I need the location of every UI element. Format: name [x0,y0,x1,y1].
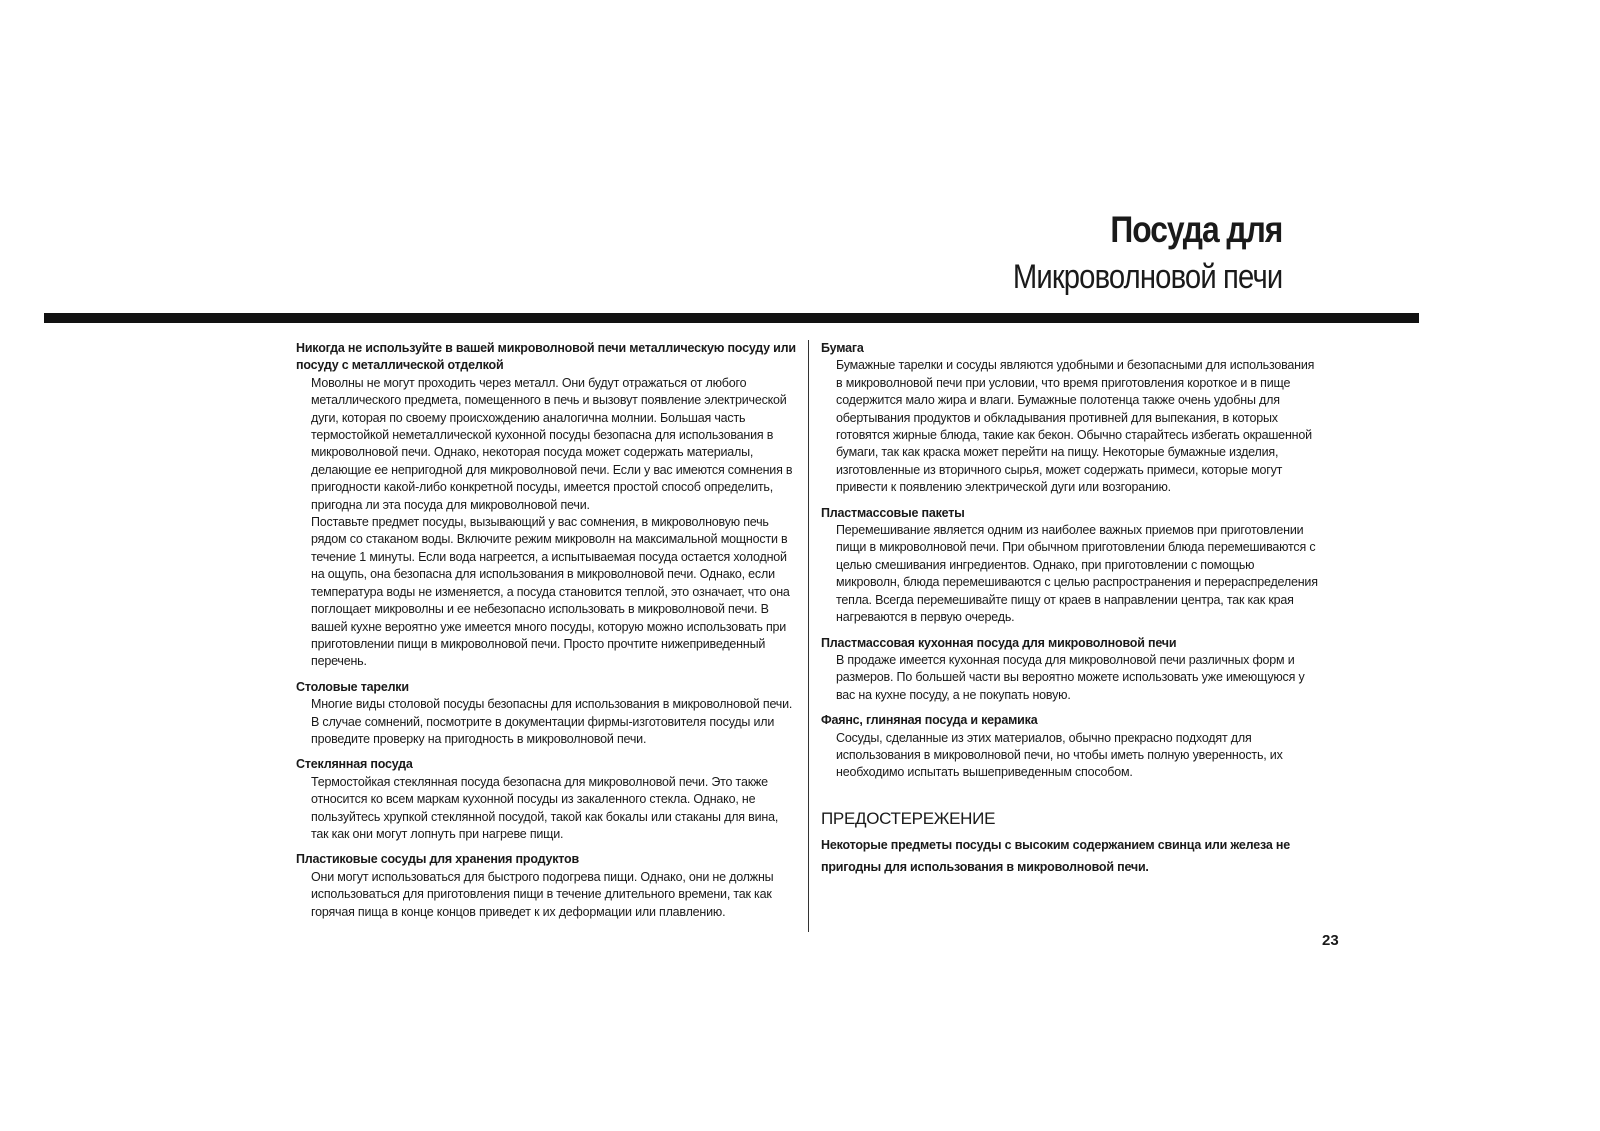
section-heading: Бумага [821,341,864,355]
right-column [821,340,1321,878]
section-metal [296,340,796,671]
section-paragraph: В продаже имеется кухонная посуда для микроволновой печи различных форм и размеров. По большей части вы вероятно можете использовать уже имеющуюся у вас на кухне посуду, а не покупать новую. [836,652,1305,702]
warning-title: ПРЕДОСТЕРЕЖЕНИЕ [821,808,996,828]
section-plastic-storage [296,851,796,921]
section-paragraph: Бумажные тарелки и сосуды являются удобными и безопасными для использования в микроволновой печи при условии, что время приготовления короткое и в пище содержится мало жира и влаги. Бумажные полотенца также очень удобны для обертывания продуктов и обкладывания противней для выпекания, в которых готовятся жирные блюда, такие как бекон. Обычно старайтесь избегать окрашенной бумаги, так как краска может перейти на пищу. Некоторые бумажные изделия, изготовленные из вторичного сырья, может содержать примеси, которые могут привести к появлению электрической дуги или возгоранию. [836,358,1315,495]
warning-text: Некоторые предметы посуды с высоким содержанием свинца или железа не пригодны для использования в микроволновой печи. [821,837,1290,874]
page-title: Посуда для [1110,209,1282,250]
section-ceramics [821,712,1321,782]
section-heading: Никогда не используйте в вашей микроволновой печи металлическую посуду или посуду с металлической отделкой [296,341,796,373]
page-number: 23 [1322,932,1339,949]
section-heading: Фаянс, глиняная посуда и керамика [821,713,1038,728]
left-column [296,340,796,929]
section-heading: Столовые тарелки [296,679,409,694]
section-paragraph: Они могут использоваться для быстрого подогрева пищи. Однако, они не должны использоваться для приготовления пищи в течение длительного времени, так как горячая пища в конце концов приведет к их деформации или плавлению. [311,869,774,919]
warning-block [821,808,1321,878]
section-dinnerware [296,679,796,749]
section-paper [821,340,1321,497]
header-rule [44,313,1419,323]
page-header [969,210,1282,297]
section-heading: Стеклянная посуда [296,757,413,772]
section-paragraph: Перемешивание является одним из наиболее важных приемов при приготовлении пищи в микроволновой печи. При обычном приготовлении блюда перемешиваются с целью смешивания ингредиентов. Однако, при приготовлении с помощью микроволн, блюда перемешиваются с целью распространения и перераспределения тепла. Всегда перемешивайте пищу от краев в направлении центра, так как края нагреваются в первую очередь. [836,523,1318,625]
section-paragraph: Сосуды, сделанные из этих материалов, обычно прекрасно подходят для использования в микроволновой печи, но чтобы иметь полную уверенность, их необходимо испытать вышеприведенным способом. [836,730,1283,780]
section-heading: Пластмассовые пакеты [821,505,965,520]
column-divider [808,340,809,932]
section-paragraph: Термостойкая стеклянная посуда безопасна для микроволновой печи. Это также относится ко всем маркам кухонной посуды из закаленного стекла. Однако, не пользуйтесь хрупкой стеклянной посудой, такой как бокалы или стаканы для вина, так как они могут лопнуть при нагреве пищи. [311,774,779,841]
page-subtitle: Микроволновой печи [1012,257,1282,296]
section-plastic-cookware [821,635,1321,705]
section-heading: Пластиковые сосуды для хранения продуктов [296,852,579,867]
section-paragraph: Моволны не могут проходить через металл. Они будут отражаться от любого металлического предмета, помещенного в печь и вызовут появление электрической дуги, которая по своему происхождению аналогична молнии. Большая часть термостойкой неметаллической кухонной посуды безопасна для использования в микроволновой печи. Однако, некоторая посуда может содержать материалы, делающие ее непригодной для микроволновой печи. Если у вас имеются сомнения в пригодности какой-либо конкретной посуды, имеется простой способ определить, пригодна ли эта посуда для микроволновой печи. [311,375,793,512]
section-heading: Пластмассовая кухонная посуда для микроволновой печи [821,635,1177,650]
section-glassware [296,756,796,843]
section-paragraph: Поставьте предмет посуды, вызывающий у вас сомнения, в микроволновую печь рядом со стаканом воды. Включите режим микроволн на максимальной мощности в течение 1 минуты. Если вода нагреется, а испытываемая посуда остается холодной на ощупь, она безопасна для использования в микроволновой печи. Однако, если температура воды не изменяется, а посуда становится теплой, это означает, что она поглощает микроволны и ее небезопасно использовать в микроволновой печи. В вашей кухне вероятно уже имеется много посуды, которую можно использовать при приготовлении пищи в микроволновой печи. Просто прочтите нижеприведенный перечень. [311,515,790,669]
section-paragraph: Многие виды столовой посуды безопасны для использования в микроволновой печи. В случае сомнений, посмотрите в документации фирмы-изготовителя посуды или проведите проверку на пригодность в микроволновой печи. [311,697,793,746]
section-plastic-bags [821,505,1321,627]
